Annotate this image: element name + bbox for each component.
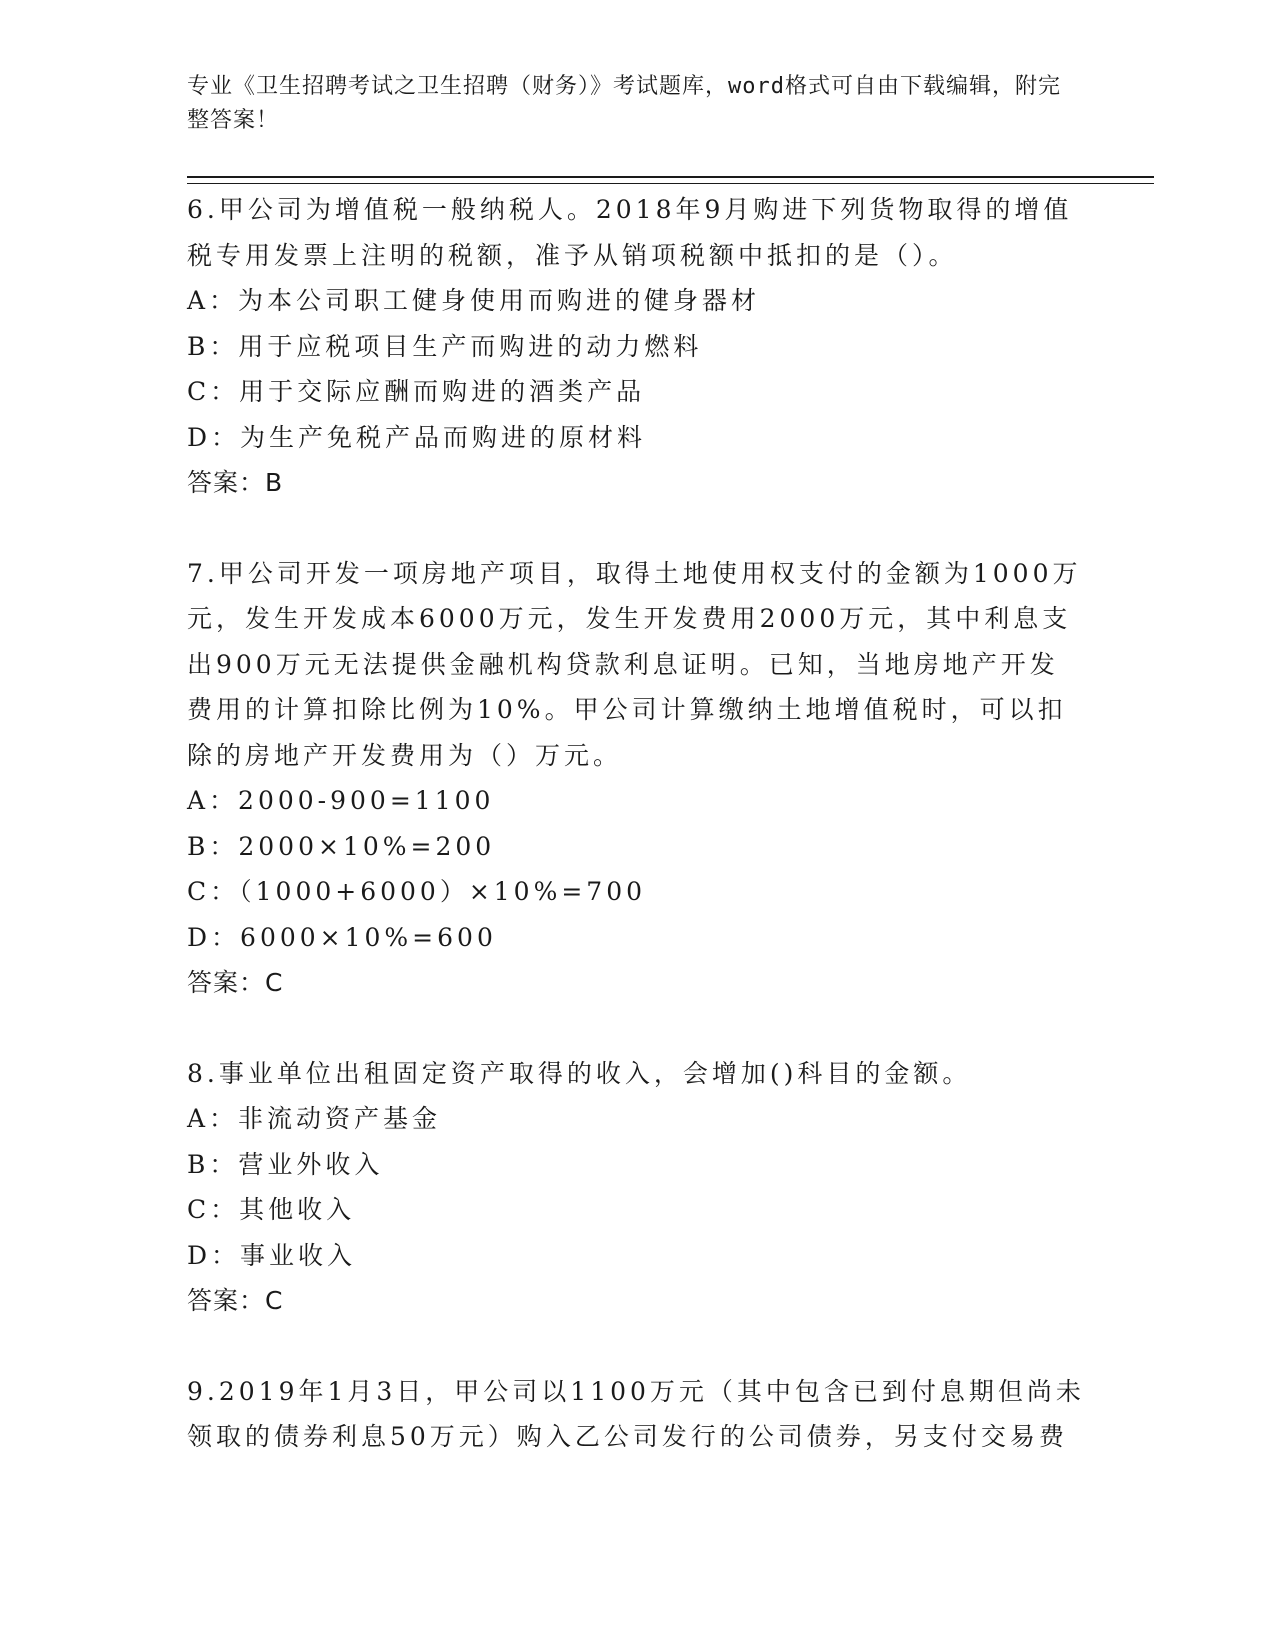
option-d: D：6000×10%=600 [187, 922, 497, 952]
option-c: C：（1000+6000）×10%=700 [187, 877, 647, 906]
option-a: A：非流动资产基金 [187, 1104, 442, 1133]
option-a: A：2000-900=1100 [187, 786, 495, 815]
question-9 [187, 1369, 1087, 1460]
option-d: D：事业收入 [187, 1240, 357, 1270]
header-divider-thick [187, 176, 1154, 178]
answer-line: 答案：B [187, 468, 284, 497]
option-d: D：为生产免税产品而购进的原材料 [187, 422, 647, 452]
question-6 [187, 187, 1087, 506]
question-7 [187, 551, 1087, 1006]
answer-line: 答案：C [187, 1286, 284, 1315]
option-b: B：2000×10%=200 [187, 831, 496, 861]
option-b: B：用于应税项目生产而购进的动力燃料 [187, 331, 703, 361]
answer-line: 答案：C [187, 968, 284, 997]
question-stem: 7.甲公司开发一项房地产项目，取得土地使用权支付的金额为1000万元，发生开发成本6000万元，发生开发费用2000万元，其中利息支出900万元无法提供金融机构贷款利息证明。已知，当地房地产开发费用的计算扣除比例为10%。甲公司计算缴纳土地增值税时，可以扣除的房地产开发费用为（）万元。 [187, 558, 1082, 770]
question-stem: 6.甲公司为增值税一般纳税人。2018年9月购进下列货物取得的增值税专用发票上注明的税额，准予从销项税额中抵扣的是（）。 [187, 195, 1073, 270]
option-a: A：为本公司职工健身使用而购进的健身器材 [187, 286, 761, 315]
question-8 [187, 1051, 1087, 1324]
question-stem: 8.事业单位出租固定资产取得的收入，会增加()科目的金额。 [187, 1058, 972, 1088]
question-stem: 9.2019年1月3日，甲公司以1100万元（其中包含已到付息期但尚未领取的债券利息50万元）购入乙公司发行的公司债券，另支付交易费 [187, 1376, 1085, 1451]
option-b: B：营业外收入 [187, 1149, 384, 1179]
question-list [187, 187, 1087, 1505]
document-header: 专业《卫生招聘考试之卫生招聘（财务）》考试题库，word格式可自由下载编辑，附完整答案！ [187, 74, 1061, 133]
header-divider-thin [187, 183, 1154, 184]
option-c: C：用于交际应酬而购进的酒类产品 [187, 377, 646, 406]
option-c: C：其他收入 [187, 1195, 356, 1224]
